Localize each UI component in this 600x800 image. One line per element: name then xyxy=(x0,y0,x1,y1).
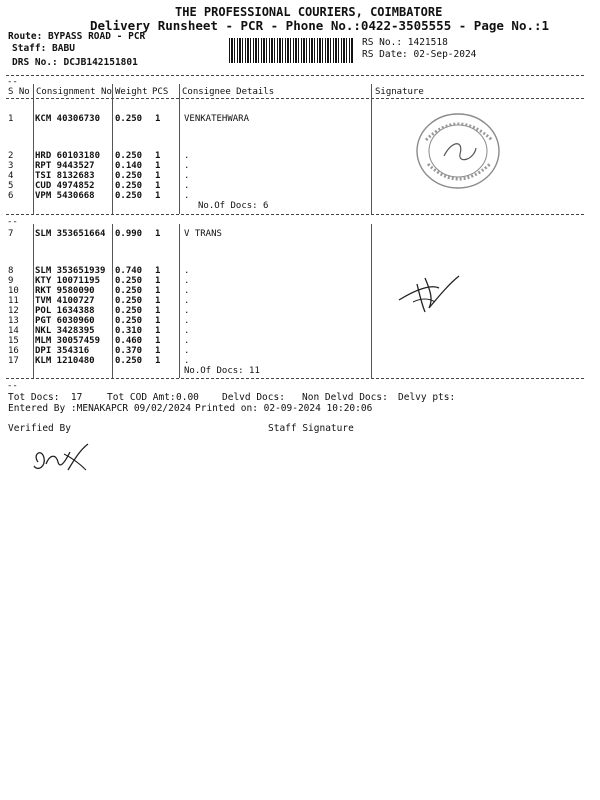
col-signature: Signature xyxy=(375,87,424,97)
barcode-image xyxy=(229,38,354,63)
dash-marker: -- xyxy=(7,217,18,227)
row-consignee: . xyxy=(184,171,190,181)
delivery-signature xyxy=(395,272,470,317)
row-consignment: SLM 353651939 xyxy=(35,266,106,276)
row-pcs: 1 xyxy=(155,306,161,316)
row-consignee: VENKATEHWARA xyxy=(184,114,250,124)
row-consignment: KTY 10071195 xyxy=(35,276,101,286)
row-consignment: RPT 9443527 xyxy=(35,161,95,171)
column-line xyxy=(179,224,180,378)
column-line xyxy=(371,84,372,214)
row-pcs: 1 xyxy=(155,356,161,366)
row-consignment: CUD 4974852 xyxy=(35,181,95,191)
row-weight: 0.250 xyxy=(115,306,143,316)
drs-number: DRS No.: DCJB142151801 xyxy=(12,57,138,68)
row-sno: 13 xyxy=(8,316,19,326)
docs-count: No.Of Docs: 6 xyxy=(198,201,269,211)
row-sno: 17 xyxy=(8,356,19,366)
staff-label: Staff: BABU xyxy=(12,43,75,54)
row-consignment: TSI 8132683 xyxy=(35,171,95,181)
col-consignment: Consignment No xyxy=(36,87,112,97)
row-consignment: POL 1634388 xyxy=(35,306,95,316)
total-cod-value: 0.00 xyxy=(176,392,199,403)
divider xyxy=(6,75,584,76)
rs-date: RS Date: 02-Sep-2024 xyxy=(362,49,477,60)
row-weight: 0.250 xyxy=(115,171,143,181)
row-consignee: . xyxy=(184,326,190,336)
total-cod-label: Tot COD Amt: xyxy=(107,392,176,403)
delivered-docs: Delvd Docs: xyxy=(222,392,285,403)
row-pcs: 1 xyxy=(155,161,161,171)
row-consignment: KLM 1210480 xyxy=(35,356,95,366)
row-weight: 0.250 xyxy=(115,181,143,191)
entered-by: Entered By :MENAKAPCR 09/02/2024 xyxy=(8,403,192,414)
row-consignee: . xyxy=(184,316,190,326)
row-weight: 0.250 xyxy=(115,356,143,366)
row-weight: 0.250 xyxy=(115,286,143,296)
row-consignee: . xyxy=(184,151,190,161)
row-consignment: DPI 354316 xyxy=(35,346,90,356)
row-weight: 0.460 xyxy=(115,336,143,346)
row-sno: 3 xyxy=(8,161,14,171)
dash-marker: -- xyxy=(7,77,18,87)
col-sno: S No xyxy=(8,87,30,97)
row-pcs: 1 xyxy=(155,296,161,306)
route-label: Route: BYPASS ROAD - PCR xyxy=(8,31,146,42)
row-consignment: SLM 353651664 xyxy=(35,229,106,239)
row-consignment: KCM 40306730 xyxy=(35,114,101,124)
row-pcs: 1 xyxy=(155,191,161,201)
delivery-points: Delvy pts: xyxy=(398,392,456,403)
row-consignee: . xyxy=(184,266,190,276)
row-sno: 10 xyxy=(8,286,19,296)
divider xyxy=(6,98,584,99)
row-pcs: 1 xyxy=(155,266,161,276)
verified-by-label: Verified By xyxy=(8,423,71,434)
total-docs: Tot Docs: 17 xyxy=(8,392,83,403)
row-sno: 7 xyxy=(8,229,14,239)
row-sno: 11 xyxy=(8,296,19,306)
row-consignee: . xyxy=(184,336,190,346)
row-sno: 1 xyxy=(8,114,14,124)
row-pcs: 1 xyxy=(155,171,161,181)
row-consignee: . xyxy=(184,191,190,201)
row-sno: 15 xyxy=(8,336,19,346)
row-pcs: 1 xyxy=(155,326,161,336)
column-line xyxy=(179,84,180,214)
verifier-signature xyxy=(28,440,98,480)
row-consignment: RKT 9580090 xyxy=(35,286,95,296)
row-sno: 5 xyxy=(8,181,14,191)
divider xyxy=(6,378,584,379)
docs-count: No.Of Docs: 11 xyxy=(184,366,260,376)
row-pcs: 1 xyxy=(155,316,161,326)
row-weight: 0.370 xyxy=(115,346,143,356)
row-pcs: 1 xyxy=(155,181,161,191)
row-pcs: 1 xyxy=(155,229,161,239)
row-weight: 0.250 xyxy=(115,276,143,286)
row-weight: 0.140 xyxy=(115,161,143,171)
row-weight: 0.310 xyxy=(115,326,143,336)
row-consignee: . xyxy=(184,286,190,296)
staff-signature-label: Staff Signature xyxy=(268,423,354,434)
row-sno: 12 xyxy=(8,306,19,316)
row-consignee: V TRANS xyxy=(184,229,222,239)
company-title: THE PROFESSIONAL COURIERS, COIMBATORE xyxy=(175,5,443,19)
row-weight: 0.250 xyxy=(115,296,143,306)
row-consignment: VPM 5430668 xyxy=(35,191,95,201)
column-line xyxy=(33,224,34,378)
row-consignment: TVM 4100727 xyxy=(35,296,95,306)
column-line xyxy=(112,84,113,214)
row-sno: 8 xyxy=(8,266,14,276)
row-pcs: 1 xyxy=(155,286,161,296)
row-weight: 0.990 xyxy=(115,229,143,239)
row-weight: 0.250 xyxy=(115,151,143,161)
runsheet-title: Delivery Runsheet - PCR - Phone No.:0422-3505555 - Page No.:1 xyxy=(90,18,550,33)
column-line xyxy=(371,224,372,378)
row-weight: 0.250 xyxy=(115,316,143,326)
row-pcs: 1 xyxy=(155,151,161,161)
row-consignee: . xyxy=(184,181,190,191)
row-consignee: . xyxy=(184,161,190,171)
row-pcs: 1 xyxy=(155,336,161,346)
row-pcs: 1 xyxy=(155,276,161,286)
row-sno: 6 xyxy=(8,191,14,201)
row-sno: 4 xyxy=(8,171,14,181)
dash-marker: -- xyxy=(7,381,18,391)
col-pcs: PCS xyxy=(152,87,169,97)
row-sno: 9 xyxy=(8,276,14,286)
row-sno: 14 xyxy=(8,326,19,336)
row-weight: 0.250 xyxy=(115,114,143,124)
column-line xyxy=(33,84,34,214)
row-consignment: PGT 6030960 xyxy=(35,316,95,326)
row-consignee: . xyxy=(184,306,190,316)
divider xyxy=(6,214,584,215)
col-consignee: Consignee Details xyxy=(182,87,275,97)
row-sno: 2 xyxy=(8,151,14,161)
printed-on: Printed on: 02-09-2024 10:20:06 xyxy=(195,403,373,414)
row-weight: 0.740 xyxy=(115,266,143,276)
column-line xyxy=(112,224,113,378)
company-stamp xyxy=(414,110,502,192)
row-weight: 0.250 xyxy=(115,191,143,201)
row-sno: 16 xyxy=(8,346,19,356)
col-weight: Weight xyxy=(115,87,148,97)
row-consignment: MLM 30057459 xyxy=(35,336,101,346)
row-pcs: 1 xyxy=(155,114,161,124)
row-consignee: . xyxy=(184,296,190,306)
row-consignee: . xyxy=(184,356,190,366)
row-consignment: HRD 60103180 xyxy=(35,151,101,161)
rs-number: RS No.: 1421518 xyxy=(362,37,448,48)
row-pcs: 1 xyxy=(155,346,161,356)
row-consignee: . xyxy=(184,346,190,356)
row-consignment: NKL 3428395 xyxy=(35,326,95,336)
non-delivered-docs: Non Delvd Docs: xyxy=(302,392,388,403)
row-consignee: . xyxy=(184,276,190,286)
